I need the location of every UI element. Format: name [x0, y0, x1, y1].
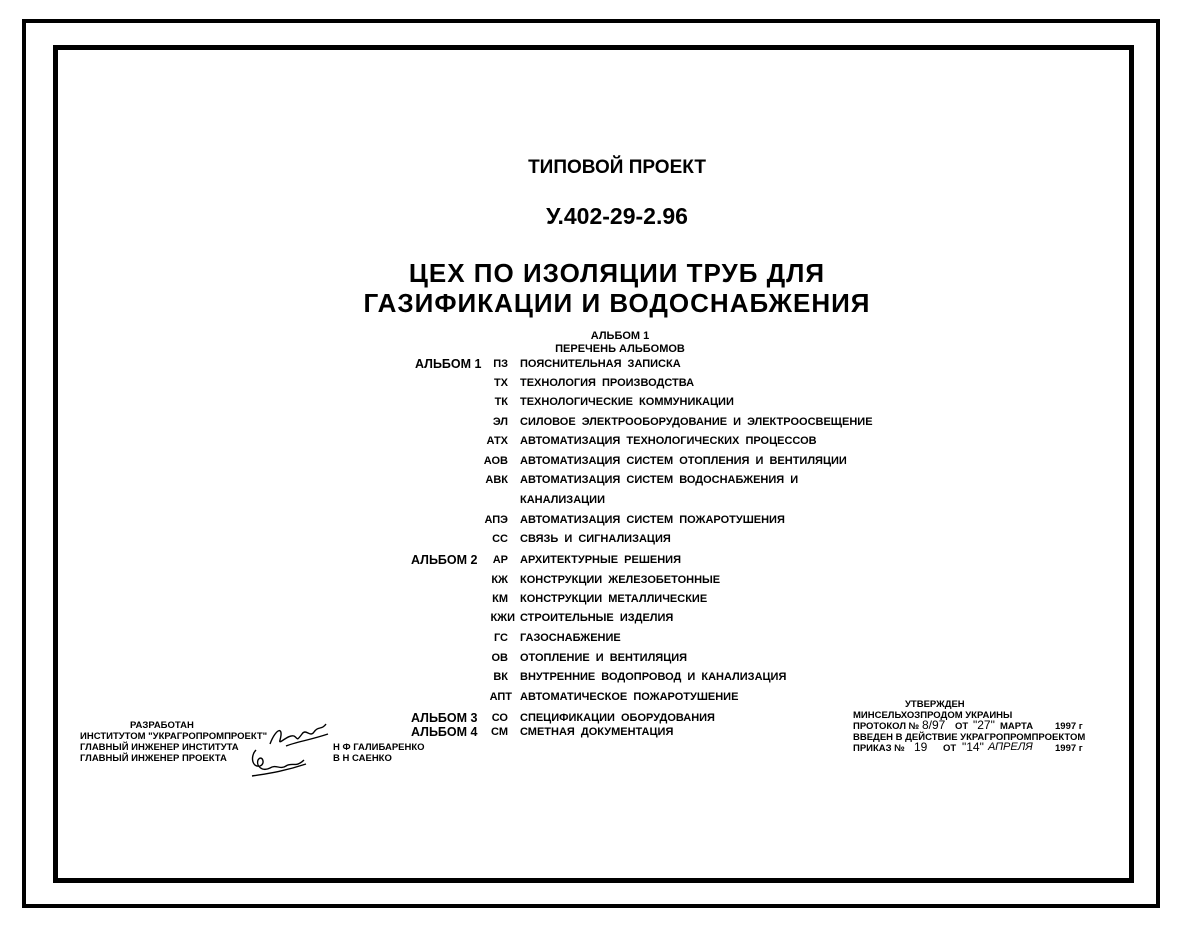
item-code: ТК	[494, 396, 508, 408]
item-code: СС	[492, 533, 508, 545]
item-text: ПОЯСНИТЕЛЬНАЯ ЗАПИСКА	[520, 358, 681, 370]
item-code: СО	[491, 712, 508, 724]
item-code: АПТ	[489, 691, 512, 703]
item-code: АТХ	[486, 435, 508, 447]
developer-heading: РАЗРАБОТАН	[130, 720, 194, 731]
item-text: АВТОМАТИЗАЦИЯ СИСТЕМ ОТОПЛЕНИЯ И ВЕНТИЛЯЦИИ	[520, 455, 847, 467]
album-label: АЛЬБОМ 2	[411, 553, 478, 567]
name-galibarenko: Н Ф ГАЛИБАРЕНКО	[333, 742, 425, 753]
enacted-text: ВВЕДЕН В ДЕЙСТВИЕ УКРАГРОПРОМПРОЕКТОМ	[853, 732, 1086, 743]
album-label: АЛЬБОМ 4	[411, 725, 478, 739]
item-code: АОВ	[483, 455, 508, 467]
item-text: СПЕЦИФИКАЦИИ ОБОРУДОВАНИЯ	[520, 712, 715, 724]
item-text: ГАЗОСНАБЖЕНИЕ	[520, 632, 621, 644]
item-text: КОНСТРУКЦИИ ЖЕЛЕЗОБЕТОННЫЕ	[520, 574, 721, 586]
item-text: АВТОМАТИЧЕСКОЕ ПОЖАРОТУШЕНИЕ	[520, 691, 739, 703]
item-code: КЖ	[491, 574, 508, 586]
item-text: ТЕХНОЛОГИЧЕСКИЕ КОММУНИКАЦИИ	[520, 396, 734, 408]
item-text: ОТОПЛЕНИЕ И ВЕНТИЛЯЦИЯ	[520, 652, 688, 664]
item-text: АВТОМАТИЗАЦИЯ СИСТЕМ ПОЖАРОТУШЕНИЯ	[520, 514, 785, 526]
item-text: АВТОМАТИЗАЦИЯ СИСТЕМ ВОДОСНАБЖЕНИЯ И	[520, 474, 799, 486]
protocol-day: "27"	[973, 718, 995, 732]
item-code: ОВ	[491, 652, 508, 664]
list-heading: ПЕРЕЧЕНЬ АЛЬБОМОВ	[555, 343, 685, 355]
item-code: КЖИ	[490, 612, 515, 624]
order-month: АПРЕЛЯ	[988, 741, 1033, 753]
item-code: ТХ	[493, 377, 508, 389]
item-code: КМ	[492, 593, 508, 605]
album-label: АЛЬБОМ 1	[415, 357, 482, 371]
order-number: 19	[914, 740, 928, 754]
title-line-2: ГАЗИФИКАЦИИ И ВОДОСНАБЖЕНИЯ	[363, 288, 871, 318]
item-text: СИЛОВОЕ ЭЛЕКТРООБОРУДОВАНИЕ И ЭЛЕКТРООСВЕЩЕНИЕ	[520, 416, 873, 428]
item-code: ЭЛ	[492, 416, 508, 428]
order-day: "14"	[962, 740, 984, 754]
item-code: СМ	[491, 726, 508, 738]
item-code: ПЗ	[493, 358, 508, 370]
approval-heading: УТВЕРЖДЕН	[905, 699, 965, 710]
protocol-month: МАРТА	[1000, 721, 1034, 732]
role-chief-engineer-project: ГЛАВНЫЙ ИНЖЕНЕР ПРОЕКТА	[80, 753, 227, 764]
title-line-1: ЦЕХ ПО ИЗОЛЯЦИИ ТРУБ ДЛЯ	[408, 258, 826, 288]
approval-ministry: МИНСЕЛЬХОЗПРОДОМ УКРАИНЫ	[853, 710, 1013, 721]
item-text: СТРОИТЕЛЬНЫЕ ИЗДЕЛИЯ	[520, 612, 674, 624]
project-type: ТИПОВОЙ ПРОЕКТ	[528, 157, 706, 178]
item-text: ВНУТРЕННИЕ ВОДОПРОВОД И КАНАЛИЗАЦИЯ	[520, 671, 787, 683]
item-text: АРХИТЕКТУРНЫЕ РЕШЕНИЯ	[520, 554, 681, 566]
order-from: ОТ	[943, 743, 957, 754]
order-prefix: ПРИКАЗ №	[853, 743, 905, 754]
item-text: КОНСТРУКЦИИ МЕТАЛЛИЧЕСКИЕ	[520, 593, 708, 605]
developer-institute: ИНСТИТУТОМ "УКРАГРОПРОМПРОЕКТ"	[80, 731, 268, 742]
protocol-number: 8/97	[922, 718, 946, 732]
protocol-prefix: ПРОТОКОЛ №	[853, 721, 920, 732]
item-text: СМЕТНАЯ ДОКУМЕНТАЦИЯ	[520, 726, 674, 738]
item-code: ВК	[493, 671, 508, 683]
order-year: 1997 г	[1055, 743, 1083, 754]
album-label: АЛЬБОМ 3	[411, 711, 478, 725]
item-text: КАНАЛИЗАЦИИ	[520, 494, 605, 506]
item-text: ТЕХНОЛОГИЯ ПРОИЗВОДСТВА	[520, 377, 695, 389]
album-heading: АЛЬБОМ 1	[590, 330, 650, 342]
item-code: ГС	[493, 632, 508, 644]
protocol-from: ОТ	[955, 721, 969, 732]
item-code: АР	[492, 554, 508, 566]
item-text: СВЯЗЬ И СИГНАЛИЗАЦИЯ	[520, 533, 671, 545]
role-chief-engineer-institute: ГЛАВНЫЙ ИНЖЕНЕР ИНСТИТУТА	[80, 742, 239, 753]
item-text: АВТОМАТИЗАЦИЯ ТЕХНОЛОГИЧЕСКИХ ПРОЦЕССОВ	[520, 435, 817, 447]
signature-2	[248, 746, 310, 780]
name-saenko: В Н САЕНКО	[333, 753, 392, 764]
protocol-year: 1997 г	[1055, 721, 1083, 732]
project-code: У.402-29-2.96	[546, 203, 688, 229]
item-code: АВК	[485, 474, 508, 486]
item-code: АПЭ	[484, 514, 508, 526]
